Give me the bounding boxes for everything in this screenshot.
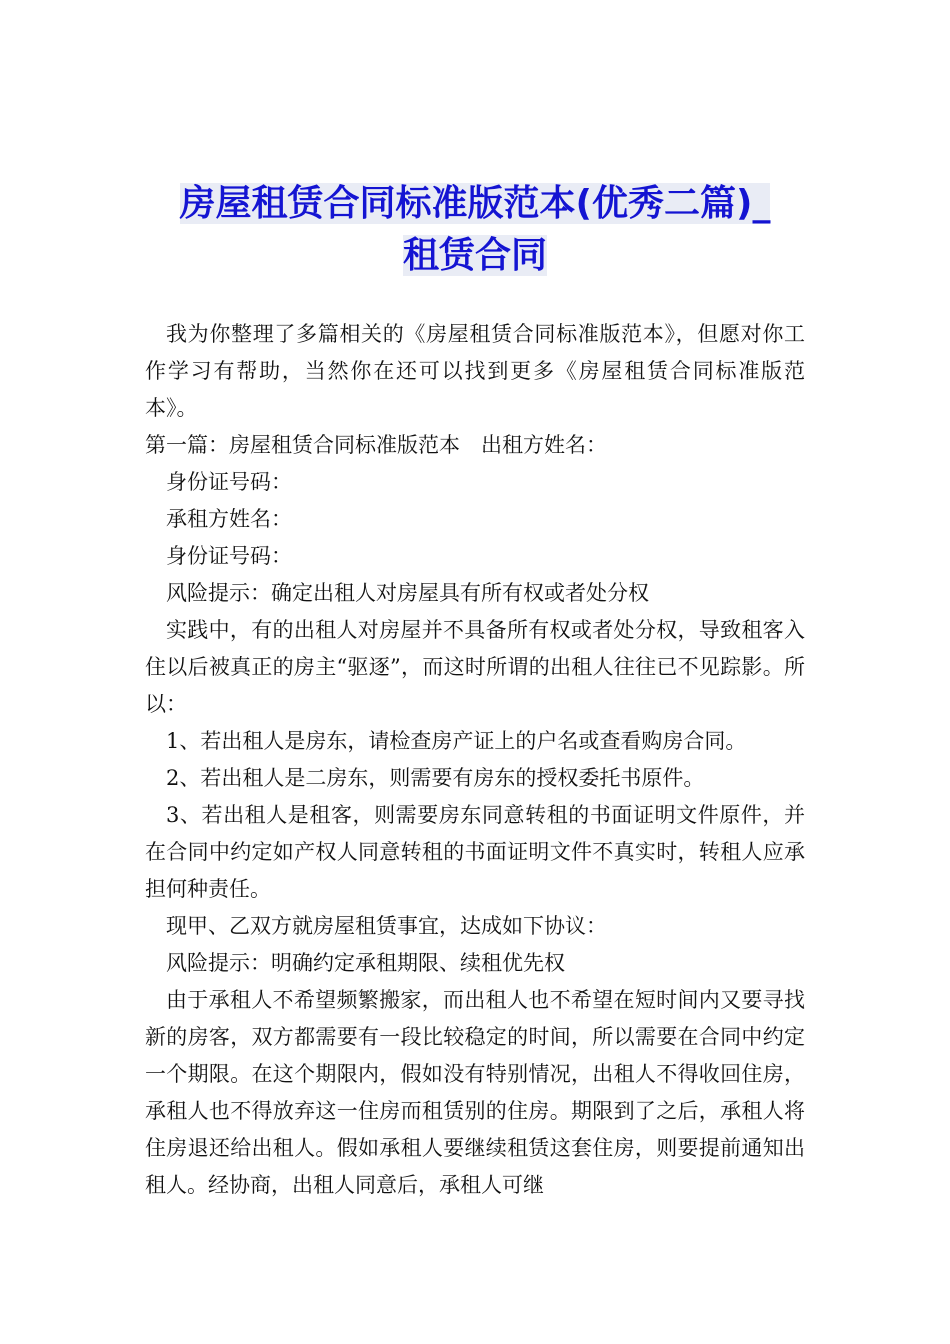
body-paragraph: 我为你整理了多篇相关的《房屋租赁合同标准版范本》，但愿对你工作学习有帮助，当然你在还可以找到更多《房屋租赁合同标准版范本》。	[145, 322, 805, 420]
document-title-line-1: 房屋租赁合同标准版范本(优秀二篇)_	[179, 183, 771, 224]
document-body	[145, 316, 805, 1204]
body-paragraph: 现甲、乙双方就房屋租赁事宜，达成如下协议：	[166, 914, 607, 938]
body-paragraph: 3、若出租人是租客，则需要房东同意转租的书面证明文件原件，并在合同中约定如产权人同意转租的书面证明文件不真实时，转租人应承担何种责任。	[145, 803, 805, 901]
body-paragraph: 1、若出租人是房东，请检查房产证上的户名或查看购房合同。	[166, 729, 747, 753]
body-paragraph: 2、若出租人是二房东，则需要有房东的授权委托书原件。	[166, 766, 705, 790]
body-paragraph: 身份证号码：	[166, 544, 292, 568]
document-title	[120, 178, 830, 282]
document-title-line-2: 租赁合同	[402, 235, 547, 276]
body-paragraph: 第一篇：房屋租赁合同标准版范本 出租方姓名：	[145, 433, 607, 457]
body-paragraph: 承租方姓名：	[166, 507, 292, 531]
body-paragraph: 风险提示：确定出租人对房屋具有所有权或者处分权	[166, 581, 649, 605]
body-paragraph: 身份证号码：	[166, 470, 292, 494]
body-paragraph: 风险提示：明确约定承租期限、续租优先权	[166, 951, 565, 975]
body-paragraph: 实践中，有的出租人对房屋并不具备所有权或者处分权，导致租客入住以后被真正的房主“驱逐”，而这时所谓的出租人往往已不见踪影。所以：	[145, 618, 805, 716]
body-paragraph: 由于承租人不希望频繁搬家，而出租人也不希望在短时间内又要寻找新的房客，双方都需要有一段比较稳定的时间，所以需要在合同中约定一个期限。在这个期限内，假如没有特别情况，出租人不得收回住房，承租人也不得放弃这一住房而租赁别的住房。期限到了之后，承租人将住房退还给出租人。假如承租人要继续租赁这套住房，则要提前通知出租人。经协商，出租人同意后，承租人可继	[145, 988, 805, 1197]
